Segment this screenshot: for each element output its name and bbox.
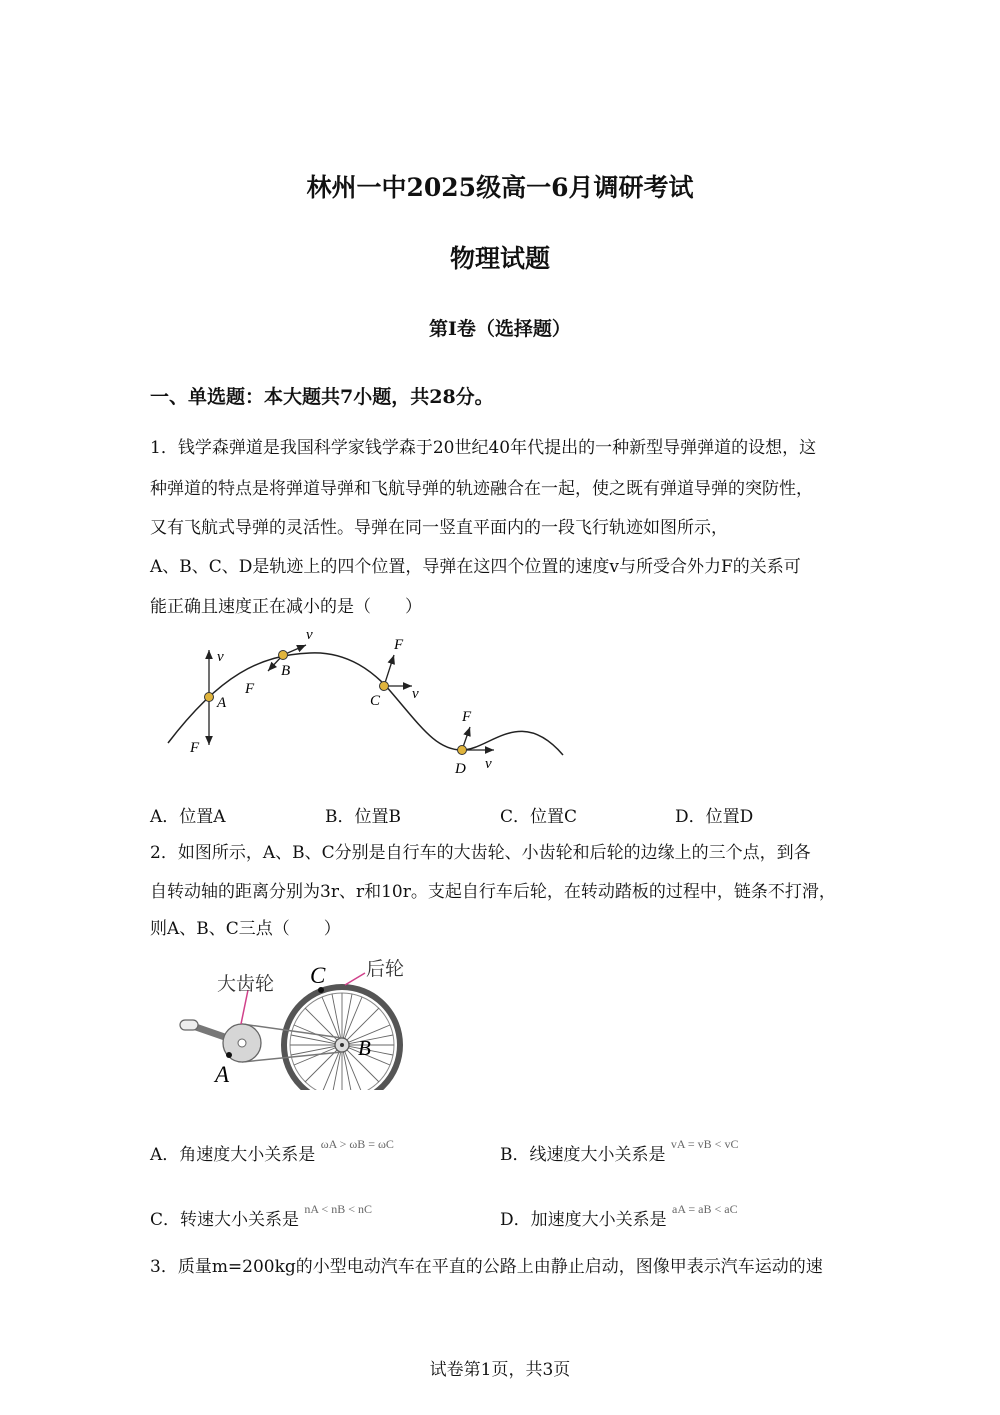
- big-gear-label: 大齿轮: [217, 974, 275, 995]
- q1-line-4: A、B、C、D是轨迹上的四个位置，导弹在这四个位置的速度v与所受合外力F的关系可: [150, 557, 801, 577]
- subject-title: 物理试题: [449, 244, 550, 273]
- q2-option-d: [500, 1202, 738, 1230]
- q2-option-a-formula: ωA > ωB = ωC: [320, 1137, 394, 1151]
- label-f-d: F: [462, 709, 472, 725]
- label-f-c: F: [394, 637, 404, 653]
- rear-wheel: [284, 987, 400, 1090]
- q2-option-d-formula: aA = aB < aC: [672, 1202, 738, 1216]
- q1-option-c: C．位置C: [500, 807, 578, 827]
- q1-option-d: D．位置D: [675, 807, 754, 827]
- q2-option-c-formula: nA < nB < nC: [304, 1202, 372, 1216]
- bicycle-figure: [170, 955, 420, 1090]
- rear-wheel-label: 后轮: [366, 959, 405, 980]
- volume-title: 第Ⅰ卷（选择题）: [429, 318, 571, 340]
- q1-line-1: 1．钱学森弹道是我国科学家钱学森于20世纪40年代提出的一种新型导弹弹道的设想，这: [150, 438, 817, 458]
- point-a-marker: [226, 1052, 232, 1058]
- page-footer: 试卷第1页，共3页: [429, 1360, 571, 1380]
- label-b: B: [281, 663, 291, 679]
- label-c: C: [370, 693, 381, 709]
- label-c: C: [310, 963, 326, 988]
- exam-title: 林州一中2025级高一6月调研考试: [306, 173, 694, 202]
- label-f-a: F: [190, 740, 200, 756]
- label-f-b: F: [245, 681, 255, 697]
- q2-option-b-formula: vA = vB < vC: [670, 1137, 739, 1151]
- label-v-d: v: [485, 756, 492, 772]
- q1-option-b: B．位置B: [325, 807, 401, 827]
- q1-line-5: 能正确且速度正在减小的是（ ）: [150, 597, 422, 617]
- label-a: A: [215, 1062, 230, 1087]
- q2-option-c-text: C．转速大小关系是: [150, 1210, 300, 1230]
- point-b-marker: [279, 651, 288, 660]
- point-a-marker: [205, 693, 214, 702]
- q3-line-1: 3．质量m=200kg的小型电动汽车在平直的公路上由静止启动，图像甲表示汽车运动的速: [150, 1257, 823, 1277]
- q1-line-2: 种弹道的特点是将弹道导弹和飞航导弹的轨迹融合在一起，使之既有弹道导弹的突防性，: [150, 479, 813, 499]
- label-v-a: v: [217, 649, 224, 665]
- q1-line-3: 又有飞航式导弹的灵活性。导弹在同一竖直平面内的一段飞行轨迹如图所示，: [150, 518, 728, 538]
- point-d-marker: [458, 746, 467, 755]
- section-heading: 一、单选题：本大题共7小题，共28分。: [150, 386, 494, 408]
- label-v-b: v: [306, 627, 313, 643]
- q2-option-d-text: D．加速度大小关系是: [500, 1210, 667, 1230]
- trajectory-curve: [168, 653, 563, 755]
- q2-option-a-text: A．角速度大小关系是: [150, 1145, 316, 1165]
- q2-line-3: 则A、B、C三点（ ）: [150, 919, 341, 939]
- point-c-marker: [380, 682, 389, 691]
- q2-option-a: [150, 1137, 394, 1165]
- q1-option-a: A．位置A: [150, 807, 226, 827]
- label-a: A: [217, 695, 227, 711]
- q2-option-b: [500, 1137, 739, 1165]
- q2-option-b-text: B．线速度大小关系是: [500, 1145, 666, 1165]
- label-v-c: v: [412, 686, 419, 702]
- q2-option-c: [150, 1202, 372, 1230]
- trajectory-figure: [160, 625, 580, 785]
- q2-line-2: 自转动轴的距离分别为3r、r和10r。支起自行车后轮，在转动踏板的过程中，链条不打滑，: [150, 882, 836, 902]
- label-d: D: [455, 761, 466, 777]
- label-b: B: [358, 1036, 371, 1060]
- q2-line-1: 2．如图所示，A、B、C分别是自行车的大齿轮、小齿轮和后轮的边缘上的三个点，到各: [150, 843, 811, 863]
